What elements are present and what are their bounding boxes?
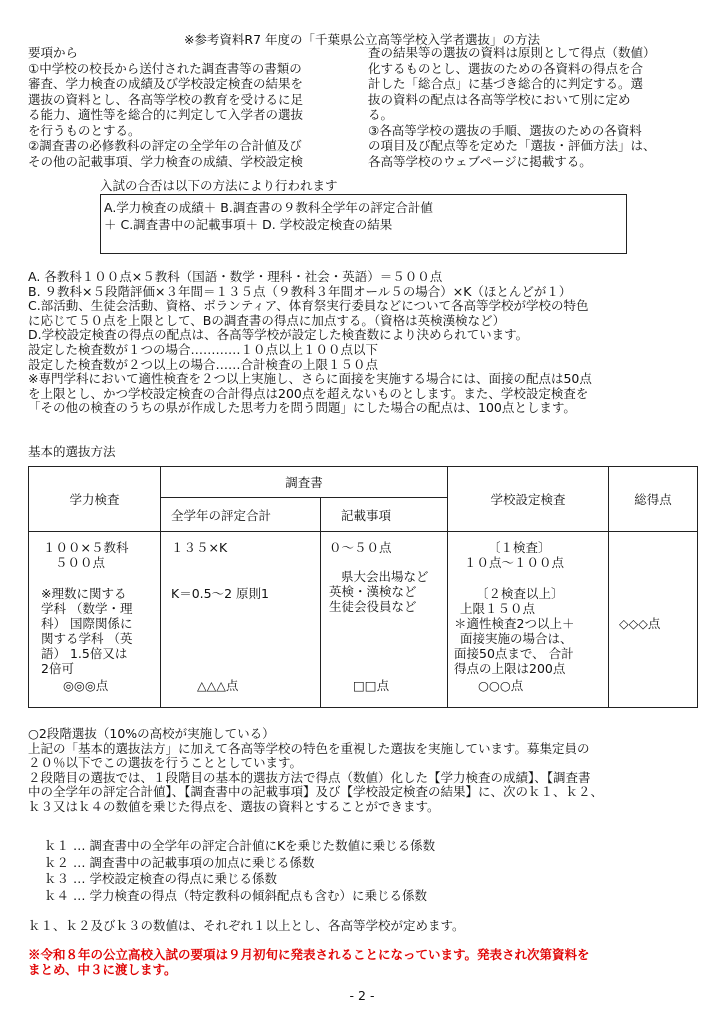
cell-text: ５００点 xyxy=(55,555,106,570)
text-line: 抜の資料の配点は各高等学校において別に定め xyxy=(368,91,631,107)
section-label: 基本的選抜方法 xyxy=(28,444,116,459)
score-explanations xyxy=(28,270,592,416)
cell-text: 得点の上限は200点 xyxy=(454,661,566,676)
k-note: ｋ１、ｋ２及びｋ３の数値は、それぞれ１以上とし、各高等学校が定めます。 xyxy=(28,918,465,933)
text-line: 上記の「基本的選抜法方」に加えて各高等学校の特色を重視した選抜を実施しています。募集定員の xyxy=(28,740,590,756)
cell-text: １０点～１００点 xyxy=(464,555,565,570)
text-line: 中の全学年の評定合計値】、【調査書中の記載事項】及び【学校設定検査の結果】に、次のｋ１、ｋ２、 xyxy=(28,784,604,800)
text-line: ※専門学科において適性検査を２つ以上実施し、さらに面接を実施する場合には、面接の配点は50点 xyxy=(28,371,592,387)
cell-text: 語） 1.5倍又は xyxy=(41,646,128,661)
notice-line: ※令和８年の公立高校入試の要項は９月初旬に発表されることになっています。発表され次第資料を xyxy=(28,947,590,962)
text-line: その他の記載事項、学力検査の成績、学校設定検 xyxy=(28,153,304,169)
formula-line: ＋ C.調査書中の記載事項＋ D. 学校設定検査の結果 xyxy=(104,217,393,232)
list-item: ｋ２ … 調査書中の記載事項の加点に乗じる係数 xyxy=(44,854,315,870)
text-line: を上限とし、かつ学校設定検査の合計得点は200点を超えないものとします。また、学校設定検査を xyxy=(28,385,589,401)
cell-text: 2倍可 xyxy=(41,661,74,676)
text-line: 「その他の検査のうちの県が作成した思考力を問う問題」にした場合の配点は、100点とします。 xyxy=(28,400,576,416)
text-line: 化するものとし、選抜のための各資料の得点を合 xyxy=(368,60,644,76)
subheader-hyotei: 全学年の評定合計 xyxy=(161,498,321,532)
text-line: 設定した検査数が１つの場合…………１０点以上１００点以下 xyxy=(28,341,379,357)
cell-text: 〔２検査以上〕 xyxy=(476,586,564,601)
cell-text: 学科 （数学・理 xyxy=(41,601,133,616)
cell-text: ０～５０点 xyxy=(329,540,392,555)
score-symbol: ◇◇◇点 xyxy=(619,616,661,631)
header-total: 総得点 xyxy=(609,467,698,532)
list-item: ｋ４ … 学力検査の得点（特定教科の傾斜配点も含む）に乗じる係数 xyxy=(44,887,427,903)
text-line: ２０％以下でこの選抜を行うこととしています。 xyxy=(28,755,303,771)
header-chousasho: 調査書 xyxy=(161,467,448,498)
text-line: 各高等学校のウェブページに掲載する。 xyxy=(368,153,592,169)
notice-line: まとめ、中３に渡します。 xyxy=(28,961,177,977)
selection-method-table xyxy=(28,466,698,708)
cell-text: 関する学科 （英 xyxy=(41,631,133,646)
text-line: 計した「総合点」に基づき総合的に判定する。選 xyxy=(368,76,644,91)
text-line: を行うものとする。 xyxy=(28,122,141,138)
cell-text: K＝0.5～2 原則1 xyxy=(171,586,269,601)
cell-text: ＊適性検査2つ以上＋ xyxy=(454,616,575,631)
cell-text: 面接50点まで、 合計 xyxy=(454,646,574,661)
k-coefficient-list xyxy=(44,839,435,903)
text-line: D.学校設定検査の得点の配点は、各高等学校が設定した検査数により決められています。 xyxy=(28,327,529,343)
text-line: に応じて５０点を上限として、Bの調査書の得点に加点する。（資格は英検漢検など） xyxy=(28,312,506,328)
cell-hyotei xyxy=(161,532,321,708)
cell-text: 科） 国際関係に xyxy=(41,616,133,631)
score-symbol: △△△点 xyxy=(197,678,239,693)
list-item: ｋ１ … 調査書中の全学年の評定合計値にKを乗じた数値に乗じる係数 xyxy=(44,838,436,853)
cell-text: １００×５教科 xyxy=(43,540,129,555)
header-gakkou: 学校設定検査 xyxy=(448,467,609,532)
list-item: ｋ３ … 学校設定検査の得点に乗じる係数 xyxy=(44,871,277,887)
score-symbol: ◎◎◎点 xyxy=(63,678,109,693)
formula-line: A.学力検査の成績＋ B.調査書の９教科全学年の評定合計値 xyxy=(104,200,433,215)
text-line: る。 xyxy=(368,107,394,122)
text-line: 選抜の資料とし、各高等学校の教育を受けるに足 xyxy=(28,91,304,107)
cell-text: 生徒会役員など xyxy=(329,599,417,614)
cell-total xyxy=(609,532,698,708)
text-line: ③各高等学校の選抜の手順、選抜のための各資料 xyxy=(368,122,642,138)
page-title: ※参考資料R7 年度の「千葉県公立高等学校入学者選抜」の方法 xyxy=(183,32,541,47)
text-line: B. ９教科×５段階評価×３年間＝１３５点（９教科３年間オール５の場合）×K（ほとんどが１） xyxy=(28,283,572,299)
score-symbol: ○○○点 xyxy=(478,678,524,693)
cell-text: 英検・漢検など xyxy=(329,584,417,599)
cell-text: 上限１５０点 xyxy=(460,601,536,616)
text-line: ②調査書の必修教科の評定の全学年の合計値及び xyxy=(28,138,302,153)
text-line: の項目及び配点等を定めた「選抜・評価方法」は、 xyxy=(368,138,656,153)
text-line: 審査、学力検査の成績及び学校設定検査の結果を xyxy=(28,76,304,91)
requirements-left-column xyxy=(28,45,303,169)
cell-gakuryoku xyxy=(29,532,161,708)
cell-gakkou xyxy=(448,532,609,708)
page-number: - 2 - xyxy=(349,988,375,1003)
notice xyxy=(28,948,590,977)
text-line: ①中学校の校長から送付された調査書等の書類の xyxy=(28,60,302,76)
requirements-right-column xyxy=(368,45,656,169)
text-line: 要項から xyxy=(28,45,79,60)
cell-text: 県大会出場など xyxy=(341,569,429,584)
text-line: ｋ３又はｋ４の数値を乗じた得点を、選抜の資料とすることができます。 xyxy=(28,798,440,814)
text-line: ２段階目の選抜では、１段階目の基本的選抜方法で得点（数値）化した【学力検査の成績】、【調査書 xyxy=(28,769,591,785)
cell-text: １３５×K xyxy=(171,540,228,555)
subheader-kisai: 記載事項 xyxy=(321,498,448,532)
score-symbol: □□点 xyxy=(353,678,390,693)
text-line: 設定した検査数が２つ以上の場合……合計検査の上限１５０点 xyxy=(28,356,379,372)
cell-text: ※理数に関する xyxy=(41,586,127,601)
cell-kisai xyxy=(321,532,448,708)
formula-box xyxy=(100,194,627,254)
text-line: る能力、適性等を総合的に判定して入学者の選抜 xyxy=(28,107,304,122)
header-gakuryoku: 学力検査 xyxy=(29,467,161,532)
cell-text: 〔１検査〕 xyxy=(488,540,551,555)
two-stage-section xyxy=(28,727,603,815)
text-line: 査の結果等の選抜の資料は原則として得点（数値） xyxy=(368,45,656,60)
text-line: ○2段階選抜（10%の高校が実施している） xyxy=(28,726,275,741)
text-line: C.部活動、生徒会活動、資格、ボランティア、体育祭実行委員などについて各高等学校が学校の特色 xyxy=(28,298,589,314)
text-line: A. 各教科１００点×５教科（国語・数学・理科・社会・英語）＝５００点 xyxy=(28,269,443,284)
intro-line: 入試の合否は以下の方法により行われます xyxy=(100,178,338,193)
cell-text: 面接実施の場合は、 xyxy=(460,631,573,646)
